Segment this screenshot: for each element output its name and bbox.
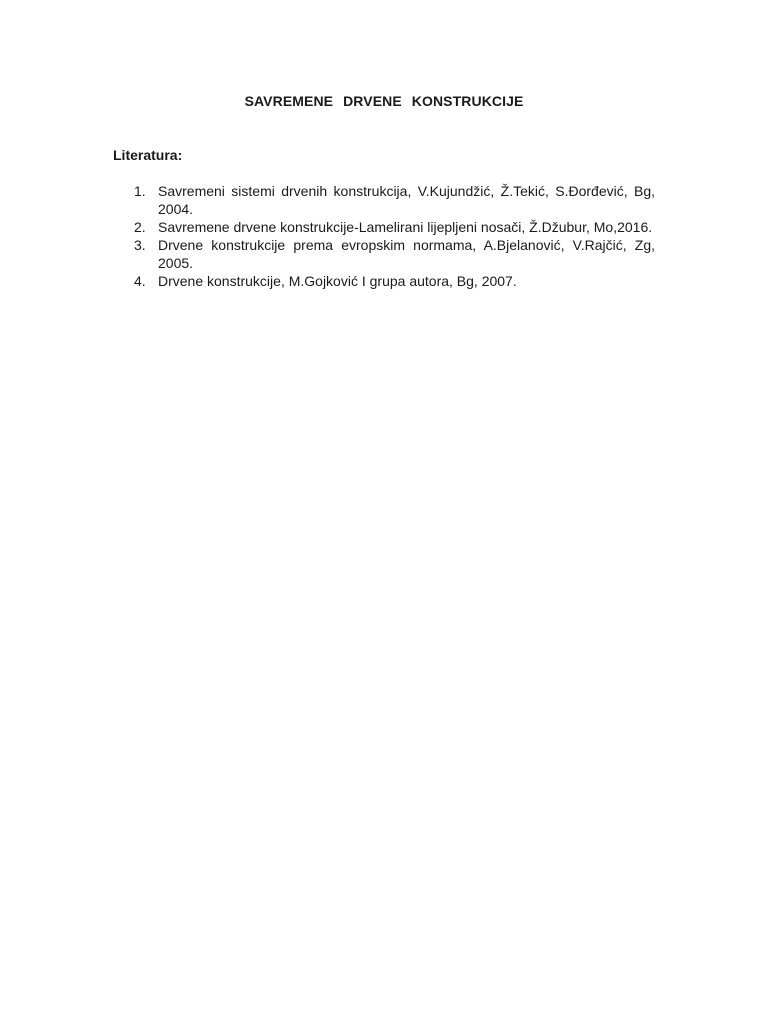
reference-number: 2.: [134, 219, 146, 235]
reference-item: [113, 236, 655, 272]
reference-text: Savremene drvene konstrukcije-Lamelirani lijepljeni nosači, Ž.Džubur, Mo,2016.: [158, 219, 653, 235]
reference-item: [113, 218, 655, 236]
reference-item: [113, 182, 655, 218]
reference-text: Drvene konstrukcije prema evropskim normama, A.Bjelanović, V.Rajčić, Zg, 2005.: [158, 237, 655, 271]
reference-number: 3.: [134, 237, 146, 253]
document-title: SAVREMENE DRVENE KONSTRUKCIJE: [244, 93, 524, 109]
reference-list: [113, 182, 655, 290]
reference-text: Savremeni sistemi drvenih konstrukcija, V.Kujundžić, Ž.Tekić, S.Đorđević, Bg, 2004.: [158, 183, 655, 217]
reference-number: 4.: [134, 273, 146, 289]
reference-text: Drvene konstrukcije, M.Gojković I grupa autora, Bg, 2007.: [158, 273, 517, 289]
reference-number: 1.: [134, 183, 146, 199]
reference-item: [113, 272, 655, 290]
section-heading: Literatura:: [113, 147, 183, 163]
